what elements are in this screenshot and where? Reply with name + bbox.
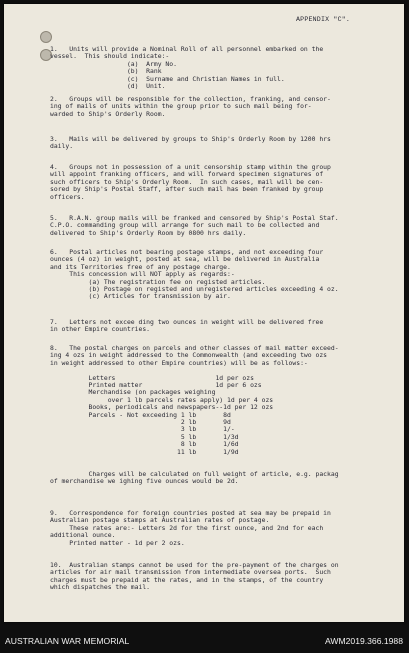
paragraph-5: 5. R.A.N. group mails will be franked and censored by Ship's Postal Staf. C.P.O. commanding group will arrange for such mail to be collected and delivered to Ship's Orderly Room by 0800 hrs daily.: [50, 214, 339, 237]
appendix-heading: APPENDIX "C".: [296, 16, 351, 23]
paragraph-3: 3. Mails will be delivered by groups to Ship's Orderly Room by 1200 hrs daily.: [50, 135, 331, 151]
paragraph-8: 8. The postal charges on parcels and other classes of mail matter exceed- ing 4 ozs in weight addressed to the Commonwealth (and exceeding two ozs in weight addressed to other Empire countries) will be as follows:- Letters 1d per ozs Printed matter 1d per 6 ozs Merchandise (on packages weighing over 1 lb parcels rates apply) 1d per 4 ozs Books, periodicals and newspapers--1d per 12 ozs Parcels - Not exceeding 1 lb 8d 2 lb 9d 3 lb 1/- 5 lb 1/3d 8 lb 1/6d 11 lb 1/9d Charges will be calculated on full weight of article, e.g. packag of merchandise we ighing five ounces would be 2d.: [50, 344, 339, 486]
paragraph-7: 7. Letters not excee ding two ounces in weight will be delivered free in other Empire countries.: [50, 318, 324, 334]
archive-footer: [0, 630, 409, 650]
paragraph-10: 10. Australian stamps cannot be used for the pre-payment of the charges on articles for air mail transmission from intermediate oversea ports. Such charges must be prepaid at the rates, and in the stamps, of the country which dispatches the mail.: [50, 561, 339, 592]
paragraph-9: 9. Correspondence for foreign countries posted at sea may be prepaid in Australian postage stamps at Australian rates of postage. These rates are:- Letters 2d for the first ounce, and 2nd for each additional ounce. Printed matter - 1d per 2 ozs.: [50, 509, 331, 547]
paragraph-6: 6. Postal articles not bearing postage stamps, and not exceeding four ounces (4 oz) in weight, posted at sea, will be delivered in Australia and its Territories free of any postage charge. This concession will NOT apply as regards:- (a) The registration fee on registed articles. (b) Postage on registed and unregistered articles exceeding 4 oz. (c) Articles for transmission by air.: [50, 248, 339, 301]
punch-hole: [40, 31, 52, 43]
footer-source: AUSTRALIAN WAR MEMORIAL: [5, 636, 130, 646]
paragraph-1: 1. Units will provide a Nominal Roll of all personnel embarked on the vessel. This should indicate:- (a) Army No. (b) Rank (c) Surname and Christian Names in full. (d) Unit.: [50, 45, 324, 91]
paragraph-2: 2. Groups will be responsible for the collection, franking, and censor- ing of mails of units within the group prior to such mail being for- warded to Ship's Orderly Room.: [50, 95, 331, 118]
paragraph-4: 4. Groups not in possession of a unit censorship stamp within the group will appoint franking officers, and will forward specimen signatures of such officers to Ship's Orderly Room. In such cases, mail will be cen- sored by Ship's Postal Staff, after such mail has been franked by group officers.: [50, 163, 331, 201]
document-page: [4, 4, 404, 622]
footer-accession-number: AWM2019.366.1988: [324, 636, 403, 646]
